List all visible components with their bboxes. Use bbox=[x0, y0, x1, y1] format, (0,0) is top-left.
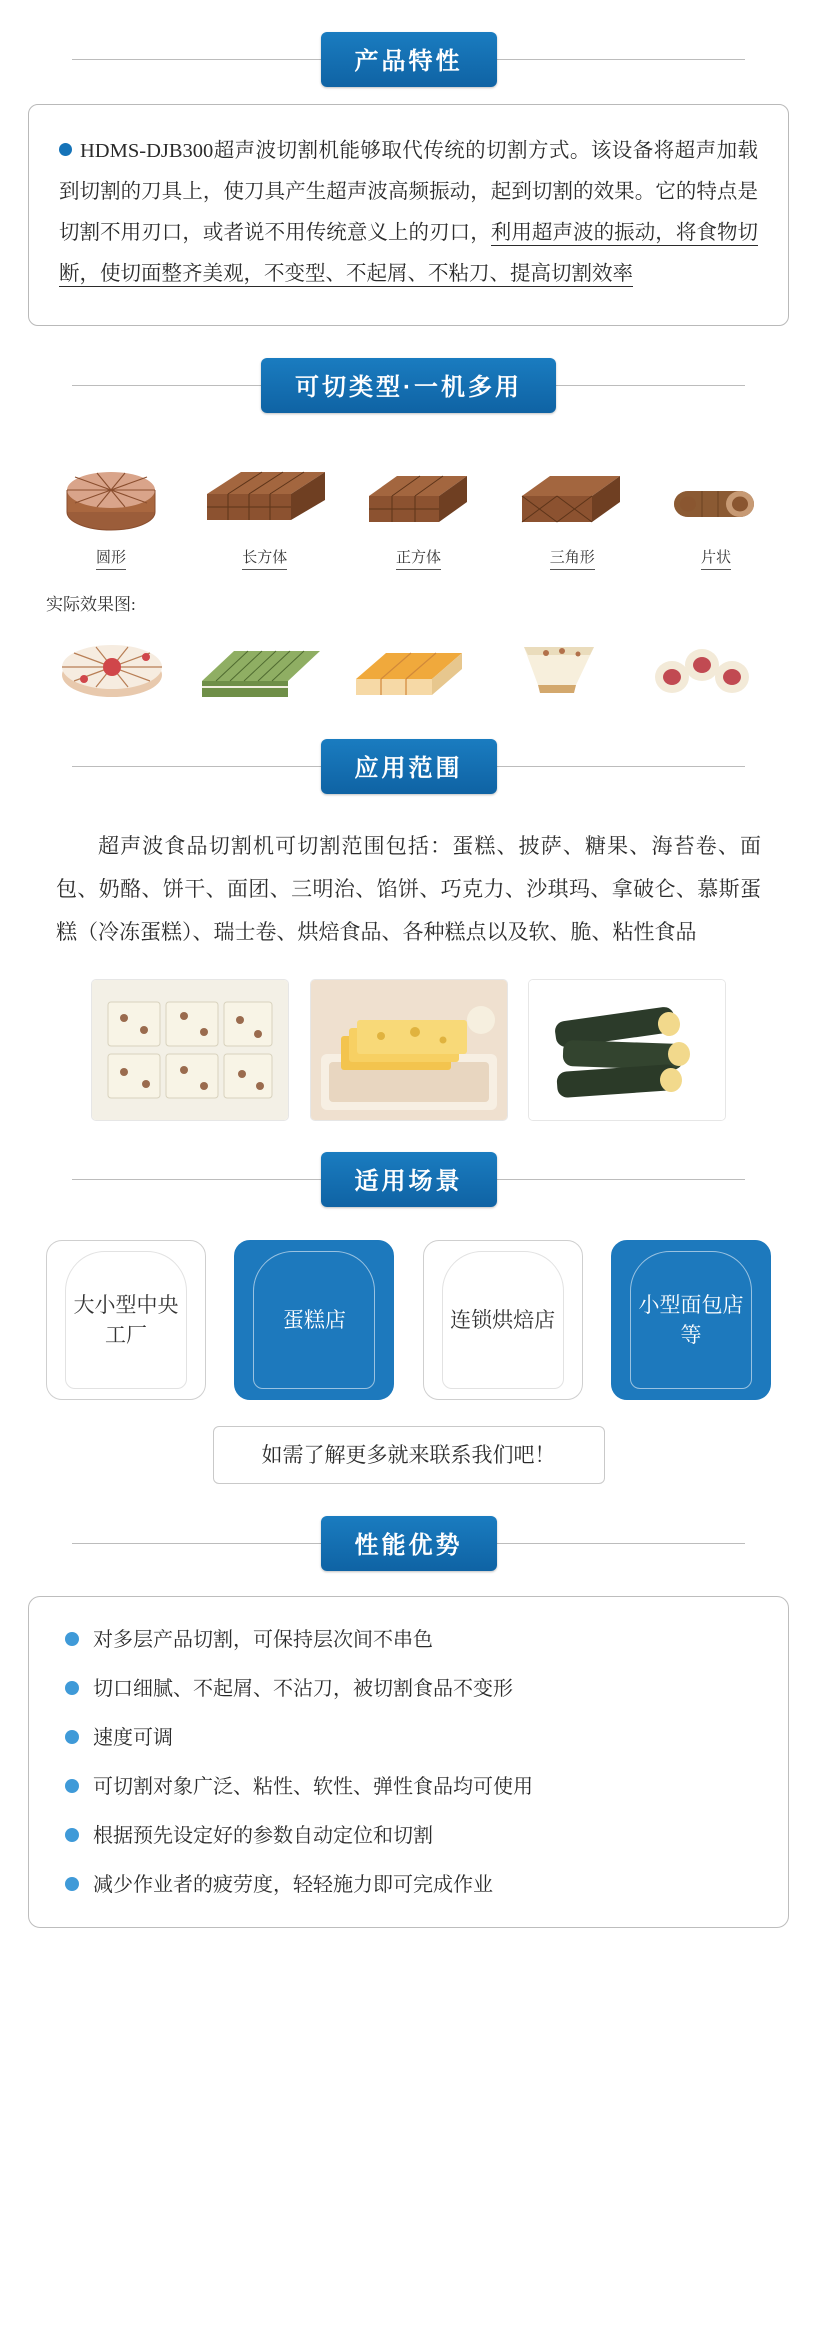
scene-label: 小型面包店等 bbox=[638, 1292, 744, 1348]
scene-inner bbox=[630, 1251, 752, 1389]
feature-underlined: 利用超声波的振动，将食物切断，使切面整齐美观，不变型、不起屑、不粘刀、提高切割效率 bbox=[59, 222, 759, 285]
bullet-dot-icon bbox=[65, 1779, 79, 1793]
section-header-types bbox=[0, 350, 817, 420]
triangle-cake-icon bbox=[507, 450, 637, 536]
shape-label: 正方体 bbox=[396, 546, 441, 570]
section-header-scenes bbox=[0, 1144, 817, 1214]
layered-green-cake-photo bbox=[194, 623, 327, 707]
shape-item bbox=[46, 450, 176, 570]
sliced-round-cake-photo bbox=[46, 623, 179, 707]
scene-card-small-bakery bbox=[611, 1240, 771, 1400]
feature-body: 该设备将超声加载到切割的刀具上，使刀具产生超声波高频振动，起到切割的效果。它的特点是切割不用刃口，或者说不用传统意义上的刃口， bbox=[59, 140, 759, 244]
section-header-features bbox=[0, 24, 817, 94]
scene-label: 蛋糕店 bbox=[282, 1307, 346, 1332]
section-title-scenes: 适用场景 bbox=[321, 1152, 497, 1207]
square-cake-icon bbox=[354, 450, 484, 536]
section-title-application: 应用范围 bbox=[321, 739, 497, 794]
section-header-application bbox=[0, 731, 817, 801]
bullet-dot-icon bbox=[65, 1877, 79, 1891]
bullet-dot-icon bbox=[65, 1828, 79, 1842]
list-item bbox=[63, 1868, 754, 1897]
rectangular-cake-icon bbox=[200, 450, 330, 536]
shape-label: 三角形 bbox=[550, 546, 595, 570]
advantage-text: 切口细腻、不起屑、不沾刀，被切割食品不变形 bbox=[93, 1678, 513, 1701]
round-cake-icon bbox=[46, 450, 176, 536]
shape-item bbox=[507, 450, 637, 570]
bullet-dot-icon bbox=[59, 143, 72, 156]
list-item bbox=[63, 1672, 754, 1701]
orange-square-cake-photo bbox=[342, 623, 475, 707]
feature-model: HDMS-DJB300超声波切割机 bbox=[80, 140, 340, 162]
slice-roll-icon bbox=[661, 450, 771, 536]
list-item bbox=[63, 1623, 754, 1652]
shape-item bbox=[661, 450, 771, 570]
shape-item bbox=[200, 450, 330, 570]
advantage-text: 减少作业者的疲劳度，轻轻施力即可完成作业 bbox=[93, 1874, 493, 1897]
scene-card-central-factory bbox=[46, 1240, 206, 1400]
feature-paragraph bbox=[59, 131, 758, 295]
section-title-advantages: 性能优势 bbox=[321, 1516, 497, 1571]
advantage-text: 根据预先设定好的参数自动定位和切割 bbox=[93, 1825, 433, 1848]
feature-line1: 能够取代传统的切割方式。 bbox=[339, 140, 591, 162]
feature-card bbox=[28, 104, 789, 326]
actual-effect-label: 实际效果图: bbox=[46, 595, 136, 614]
scene-inner bbox=[253, 1251, 375, 1389]
scene-card-cake-shop bbox=[234, 1240, 394, 1400]
cheese-slices-photo bbox=[311, 980, 507, 1120]
shape-label: 长方体 bbox=[242, 546, 287, 570]
application-paragraph: 超声波食品切割机可切割范围包括：蛋糕、披萨、糖果、海苔卷、面包、奶酪、饼干、面团、三明治、馅饼、巧克力、沙琪玛、拿破仑、慕斯蛋糕（冷冻蛋糕）、瑞士卷、烘焙食品、各种糕点以及软、脆、粘性食品 bbox=[56, 834, 761, 945]
shape-row bbox=[46, 460, 771, 570]
seaweed-rolls-photo bbox=[529, 980, 725, 1120]
actual-photo-row bbox=[46, 623, 771, 707]
cheesecake-slice-photo bbox=[490, 623, 623, 707]
section-title-features: 产品特性 bbox=[321, 32, 497, 87]
swiss-roll-slices-photo bbox=[638, 623, 771, 707]
application-photo-row bbox=[92, 980, 725, 1120]
section-header-advantages bbox=[0, 1508, 817, 1578]
bullet-dot-icon bbox=[65, 1730, 79, 1744]
scene-row bbox=[46, 1240, 771, 1400]
contact-callout[interactable]: 如需了解更多就来联系我们吧！ bbox=[213, 1426, 605, 1484]
bullet-dot-icon bbox=[65, 1681, 79, 1695]
advantage-text: 对多层产品切割，可保持层次间不串色 bbox=[93, 1629, 433, 1652]
scene-card-chain-bakery bbox=[423, 1240, 583, 1400]
advantage-text: 可切割对象广泛、粘性、软性、弹性食品均可使用 bbox=[93, 1776, 533, 1799]
section-title-types: 可切类型·一机多用 bbox=[261, 358, 556, 413]
scene-inner bbox=[65, 1251, 187, 1389]
advantages-card bbox=[28, 1596, 789, 1928]
scene-label: 连锁烘焙店 bbox=[450, 1307, 556, 1332]
product-detail-page bbox=[0, 24, 817, 1968]
shape-label: 圆形 bbox=[96, 546, 126, 570]
scene-inner bbox=[442, 1251, 564, 1389]
scene-label: 大小型中央工厂 bbox=[73, 1292, 179, 1348]
list-item bbox=[63, 1819, 754, 1848]
shape-item bbox=[354, 450, 484, 570]
bullet-dot-icon bbox=[65, 1632, 79, 1646]
advantage-text: 速度可调 bbox=[93, 1727, 173, 1750]
list-item bbox=[63, 1721, 754, 1750]
shape-label: 片状 bbox=[701, 546, 731, 570]
list-item bbox=[63, 1770, 754, 1799]
nougat-bars-photo bbox=[92, 980, 288, 1120]
